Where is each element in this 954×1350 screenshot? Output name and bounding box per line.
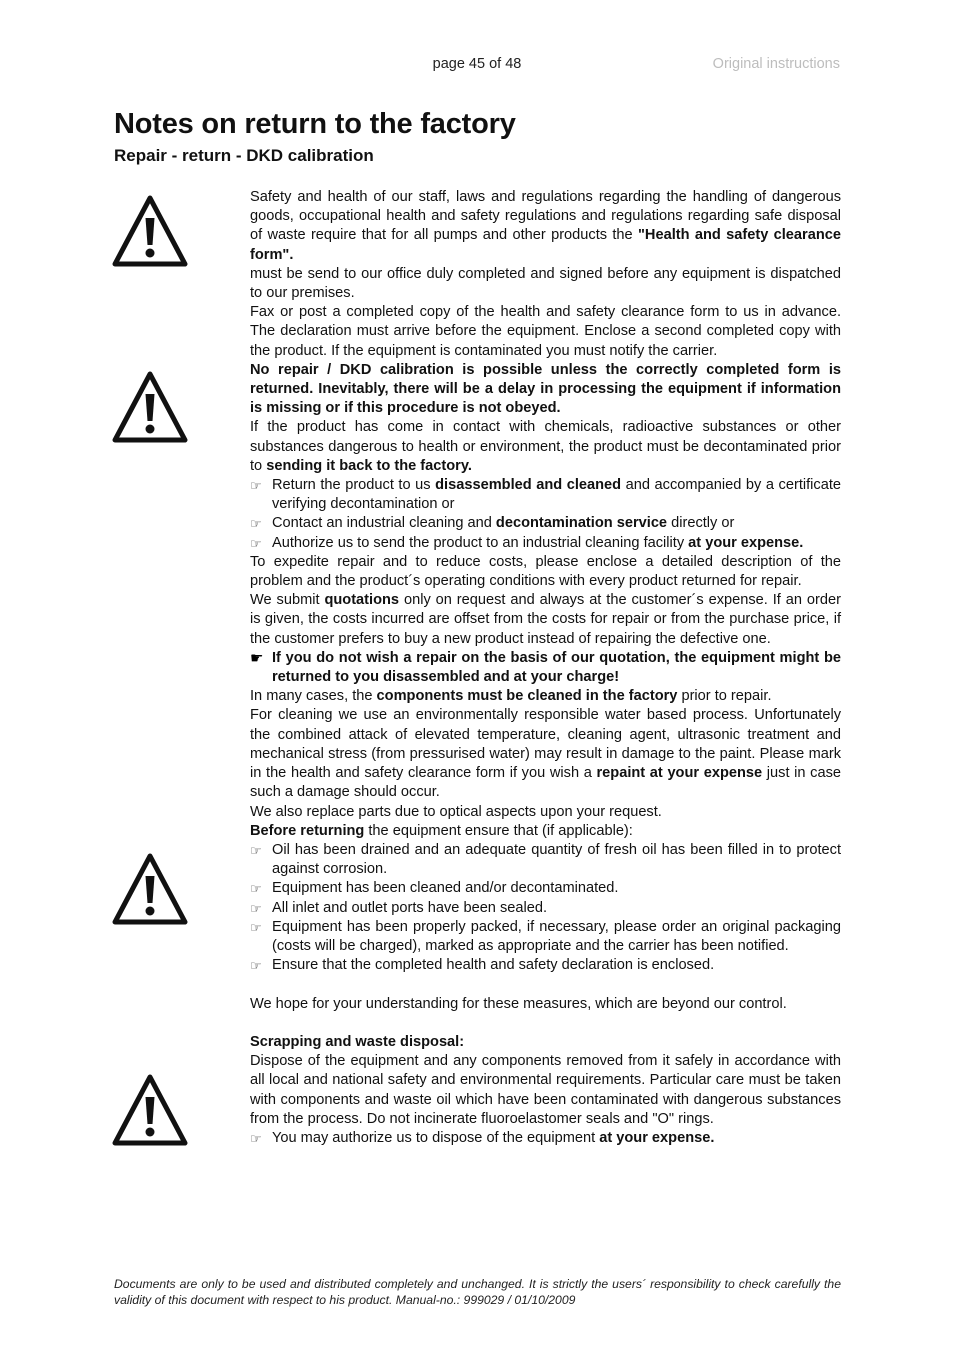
paragraph: In many cases, the components must be cleaned in the factory prior to repair. <box>250 688 772 705</box>
page-title: Notes on return to the factory <box>114 108 516 140</box>
list-item: ☛ If you do not wish a repair on the basis of our quotation, the equipment might be returned to you disassembled and at your charge! <box>250 649 841 687</box>
list-item: ☞ Authorize us to send the product to an industrial cleaning facility at your expense. <box>250 534 841 553</box>
section-heading: Scrapping and waste disposal: <box>250 1033 465 1050</box>
list-item: ☞ Return the product to us disassembled and cleaned and accompanied by a certificate verifying decontamination or <box>250 476 841 514</box>
paragraph: We hope for your understanding for these measures, which are beyond our control. <box>250 995 787 1012</box>
paragraph: To expedite repair and to reduce costs, please enclose a detailed description of the problem and the product´s operating conditions with every product returned for repair. <box>250 553 841 590</box>
hand-pointer-icon: ☞ <box>250 1130 262 1146</box>
paragraph: Dispose of the equipment and any components removed from it safely in accordance with all local and national safety and environmental requirements. Particular care must be taken with components and waste oil which have been contaminated with dangerous substances from the process. Do not incinerate fluoroelastomer seals and "O" rings. <box>250 1053 841 1127</box>
hand-pointer-icon: ☛ <box>250 649 264 667</box>
hand-pointer-icon: ☞ <box>250 881 262 897</box>
warning-triangle-icon <box>112 194 188 268</box>
hand-pointer-icon: ☞ <box>250 842 262 858</box>
page-subtitle: Repair - return - DKD calibration <box>114 146 374 165</box>
body-text <box>250 188 841 1148</box>
list-item: ☞ Contact an industrial cleaning and decontamination service directly or <box>250 514 841 533</box>
warning-triangle-icon <box>112 1073 188 1147</box>
list-item: ☞ You may authorize us to dispose of the equipment at your expense. <box>250 1129 841 1148</box>
hand-pointer-icon: ☞ <box>250 919 262 935</box>
hand-pointer-icon: ☞ <box>250 900 262 916</box>
warning-triangle-icon <box>112 370 188 444</box>
page-number: page 45 of 48 <box>432 56 522 72</box>
list-item: ☞ Equipment has been properly packed, if necessary, please order an original packaging (costs will be charged), marked as appropriate and the carrier has been notified. <box>250 918 841 956</box>
paragraph: We submit quotations only on request and always at the customer´s expense. If an order is given, the costs incurred are offset from the costs for repair or from the purchase price, if the customer prefers to buy a new product instead of repairing the defective one. <box>250 592 841 647</box>
hand-pointer-icon: ☞ <box>250 958 262 974</box>
paragraph: Before returning the equipment ensure that (if applicable): <box>250 822 633 839</box>
hand-pointer-icon: ☞ <box>250 478 262 494</box>
list-item: ☞ Equipment has been cleaned and/or decontaminated. <box>250 879 841 898</box>
original-instructions-label: Original instructions <box>712 56 840 72</box>
paragraph: Safety and health of our staff, laws and regulations regarding the handling of dangerous goods, occupational health and safety regulations and regulations regarding safe disposal of waste require that for all pumps and other products the "Health and safety clearance form". <box>250 189 841 263</box>
warning-paragraph: No repair / DKD calibration is possible unless the correctly completed form is returned. Inevitably, there will be a delay in processing the equipment if information is missing or if this procedure is not obeyed. <box>250 361 841 417</box>
paragraph: For cleaning we use an environmentally responsible water based process. Unfortunately the combined attack of elevated temperature, cleaning agent, ultrasonic treatment and mechanical stress (from pressurised water) may result in damage to the paint. Please mark in the health and safety clearance form if you wish a repaint at your expense just in case such a damage should occur. <box>250 707 841 801</box>
paragraph: must be send to our office duly completed and signed before any equipment is dispatched to our premises. <box>250 265 841 302</box>
warning-triangle-icon <box>112 852 188 926</box>
paragraph: We also replace parts due to optical aspects upon your request. <box>250 803 662 820</box>
list-item: ☞ Oil has been drained and an adequate quantity of fresh oil has been filled in to protect against corrosion. <box>250 841 841 879</box>
footer-disclaimer: Documents are only to be used and distributed completely and unchanged. It is strictly the users´ responsibility to check carefully the validity of this document with respect to his product. Manual-no.: 999029 / 01/10/2009 <box>114 1277 841 1307</box>
paragraph: If the product has come in contact with chemicals, radioactive substances or other substances dangerous to health or environment, the product must be decontaminated prior to sending it back to the factory. <box>250 419 841 474</box>
list-item: ☞ All inlet and outlet ports have been sealed. <box>250 899 841 918</box>
list-item: ☞ Ensure that the completed health and safety declaration is enclosed. <box>250 956 841 975</box>
paragraph: Fax or post a completed copy of the health and safety clearance form to us in advance. The declaration must arrive before the equipment. Enclose a second completed copy with the product. If the equipment is contaminated you must notify the carrier. <box>250 304 841 359</box>
hand-pointer-icon: ☞ <box>250 535 262 551</box>
hand-pointer-icon: ☞ <box>250 516 262 532</box>
